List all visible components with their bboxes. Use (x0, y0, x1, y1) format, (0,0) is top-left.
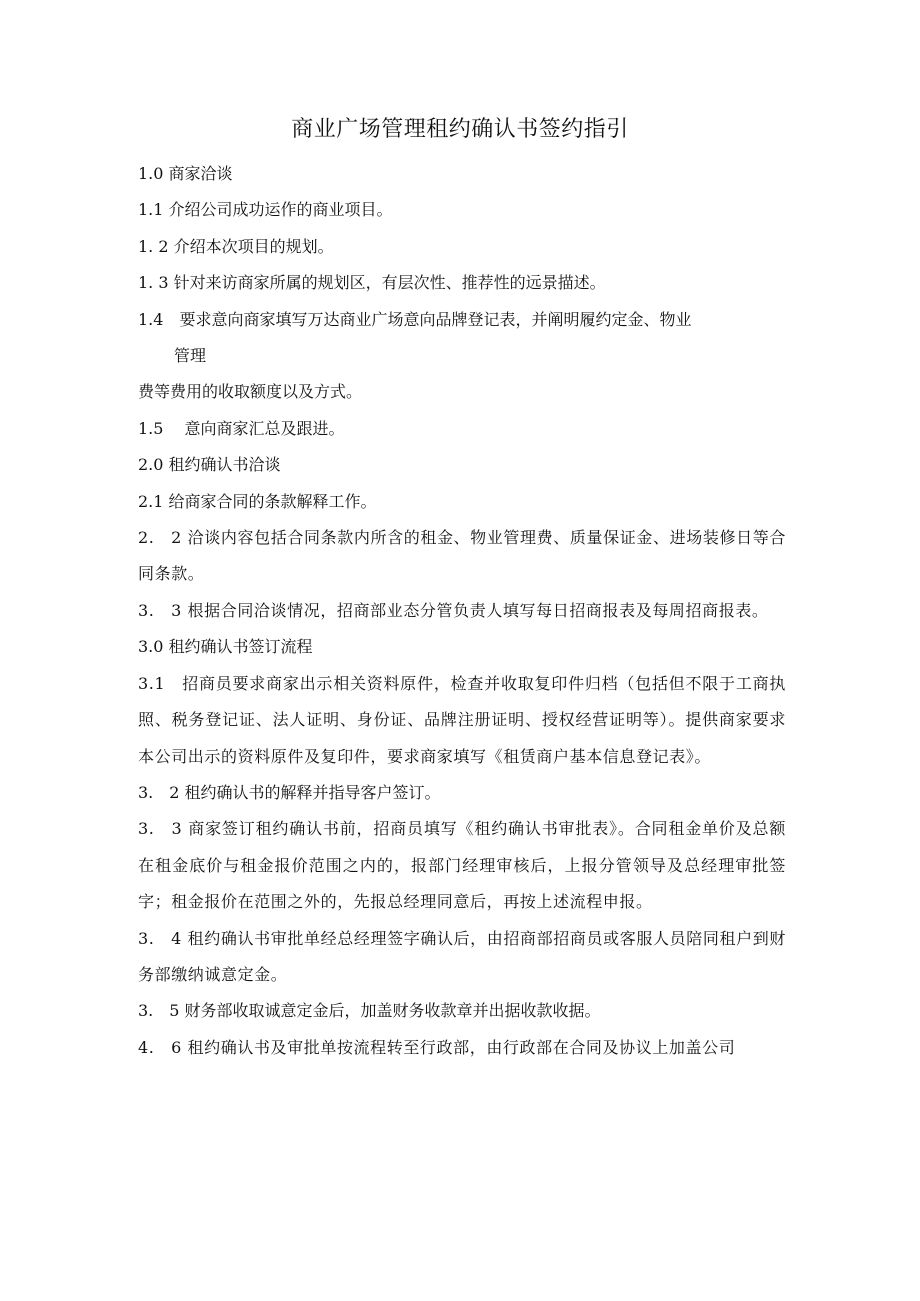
paragraph-1-3: 1. 3 针对来访商家所属的规划区，有层次性、推荐性的远景描述。 (138, 273, 606, 293)
paragraph-1-1: 1.1 介绍公司成功运作的商业项目。 (138, 200, 393, 220)
paragraph-3-4: 3. 4 租约确认书审批单经总经理签字确认后，由招商部招商员或客服人员陪同租户到财务部缴纳诚意定金。 (138, 928, 786, 984)
paragraph-3-1: 3.1 招商员要求商家出示相关资料原件，检查并收取复印件归档（包括但不限于工商执照、税务登记证、法人证明、身份证、品牌注册证明、授权经营证明等）。提供商家要求本公司出示的资料原件及复印件，要求商家填写《租赁商户基本信息登记表》。 (138, 673, 786, 766)
paragraph-2-1: 2.1 给商家合同的条款解释工作。 (138, 491, 377, 511)
paragraph-1-2: 1. 2 介绍本次项目的规划。 (138, 236, 334, 256)
paragraph-2-0: 2.0 租约确认书洽谈 (138, 455, 281, 475)
paragraph-3-5: 3. 5 财务部收取诚意定金后，加盖财务收款章并出据收款收据。 (138, 1001, 601, 1021)
paragraph-3-2: 3. 2 租约确认书的解释并指导客户签订。 (138, 782, 441, 802)
paragraph-1-5: 1.5 意向商家汇总及跟进。 (138, 418, 345, 438)
document-body (138, 156, 786, 1066)
paragraph-4-6: 4. 6 租约确认书及审批单按流程转至行政部，由行政部在合同及协议上加盖公司 (138, 1037, 736, 1057)
paragraph-3-0: 3.0 租约确认书签订流程 (138, 637, 313, 657)
paragraph-2-2: 2. 2 洽谈内容包括合同条款内所含的租金、物业管理费、质量保证金、进场装修日等合同条款。 (138, 528, 786, 584)
paragraph-1-4-end: 费等费用的收取额度以及方式。 (138, 382, 363, 402)
document-title: 商业广场管理租约确认书签约指引 (291, 117, 629, 142)
paragraph-3-3: 3. 3 商家签订租约确认书前，招商员填写《租约确认书审批表》。合同租金单价及总额在租金底价与租金报价范围之内的，报部门经理审核后，上报分管领导及总经理审批签字；租金报价在范围之外的，先报总经理同意后，再按上述流程申报。 (138, 819, 786, 912)
paragraph-1-0: 1.0 商家洽谈 (138, 164, 233, 183)
paragraph-3-3a: 3. 3 根据合同洽谈情况，招商部业态分管负责人填写每日招商报表及每周招商报表。 (138, 600, 769, 620)
paragraph-1-4: 1.4 要求意向商家填写万达商业广场意向品牌登记表，并阐明履约定金、物业 (138, 309, 692, 329)
paragraph-1-4-cont: 管理 (174, 346, 207, 366)
